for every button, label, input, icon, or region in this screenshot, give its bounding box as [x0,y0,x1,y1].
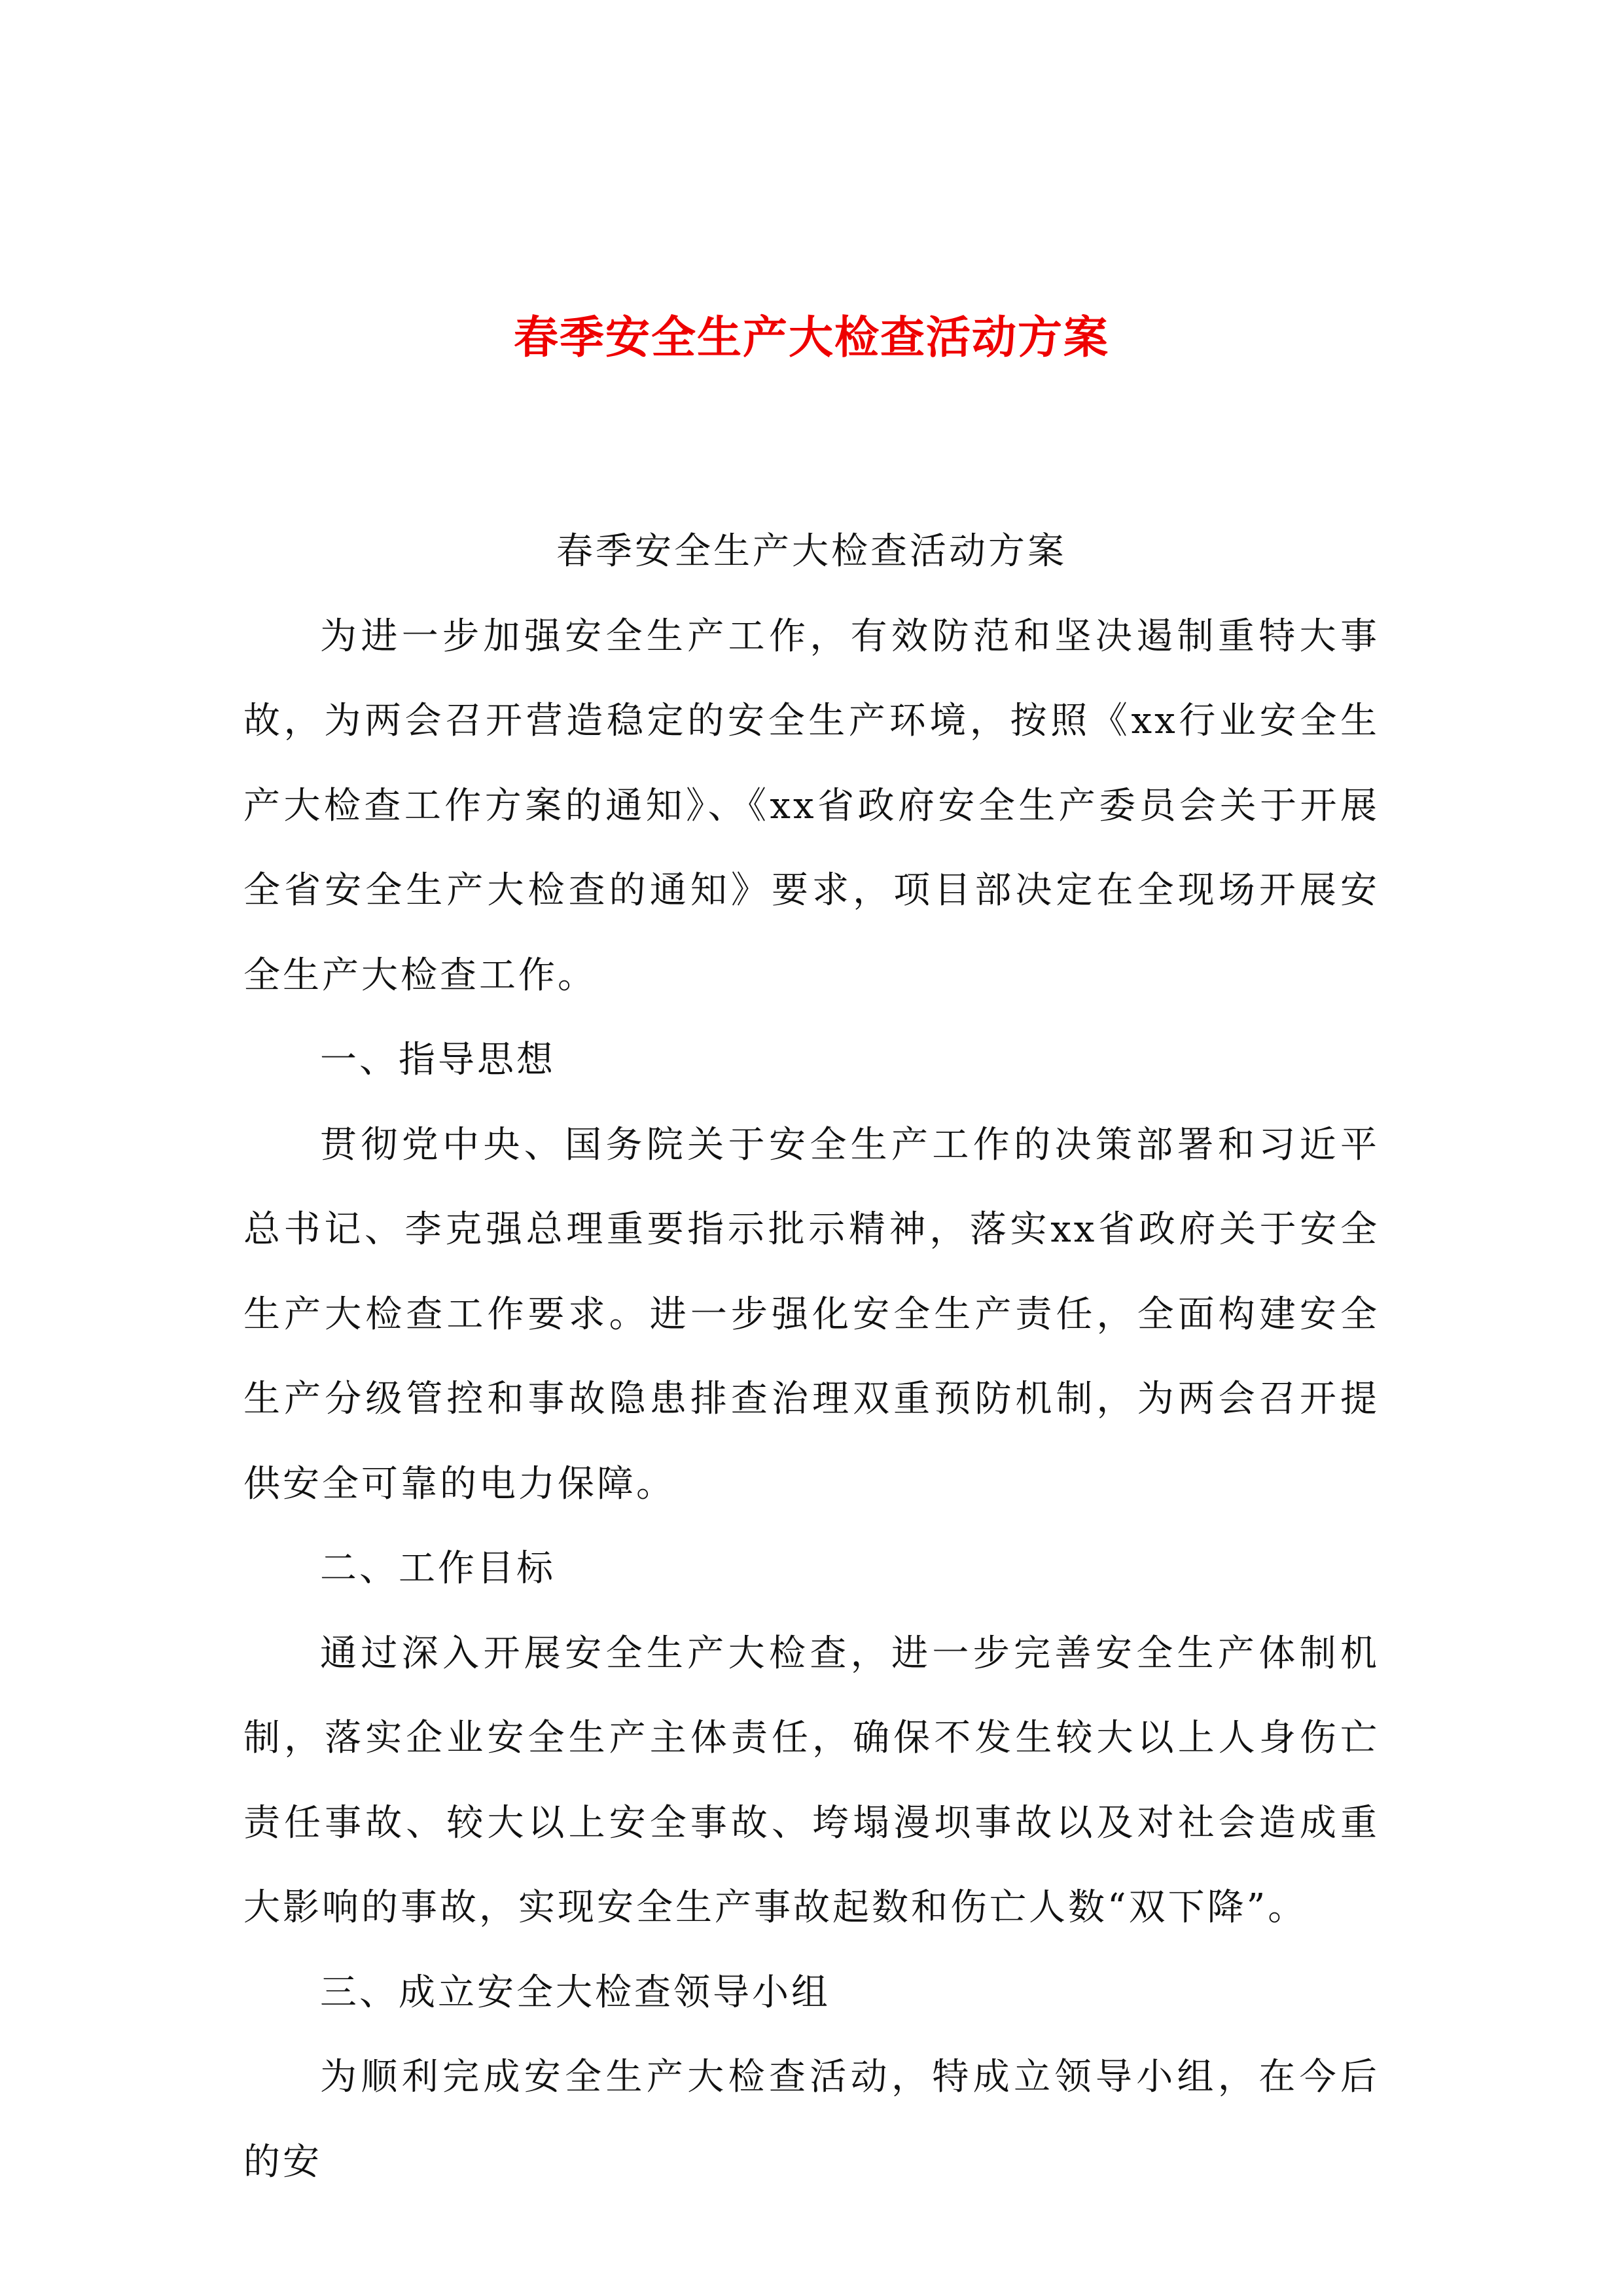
intro-paragraph: 为进一步加强安全生产工作，有效防范和坚决遏制重特大事故，为两会召开营造稳定的安全生产环境，按照《xx行业安全生产大检查工作方案的通知》、《xx省政府安全生产委员会关于开展全省安全生产大检查的通知》要求，项目部决定在全现场开展安全生产大检查工作。 [243,615,1380,997]
document-subtitle: 春季安全生产大检查活动方案 [556,530,1067,573]
section-heading-guiding-ideology: 一、指导思想 [320,1039,556,1081]
leadership-group-paragraph: 为顺利完成安全生产大检查活动，特成立领导小组，在今后的安 [243,2056,1380,2183]
document-body [243,509,1380,2204]
section-heading-work-goals: 二、工作目标 [320,1547,556,1590]
section-heading-leadership-group: 三、成立安全大检查领导小组 [320,1971,830,2014]
work-goals-paragraph: 通过深入开展安全生产大检查，进一步完善安全生产体制机制，落实企业安全生产主体责任，确保不发生较大以上人身伤亡责任事故、较大以上安全事故、垮塌漫坝事故以及对社会造成重大影响的事故，实现安全生产事故起数和伤亡人数“双下降”。 [243,1632,1380,1929]
guiding-ideology-paragraph: 贯彻党中央、国务院关于安全生产工作的决策部署和习近平总书记、李克强总理重要指示批示精神，落实xx省政府关于安全生产大检查工作要求。进一步强化安全生产责任，全面构建安全生产分级管控和事故隐患排查治理双重预防机制，为两会召开提供安全可靠的电力保障。 [243,1123,1380,1505]
document-title: 春季安全生产大检查活动方案 [513,312,1109,364]
